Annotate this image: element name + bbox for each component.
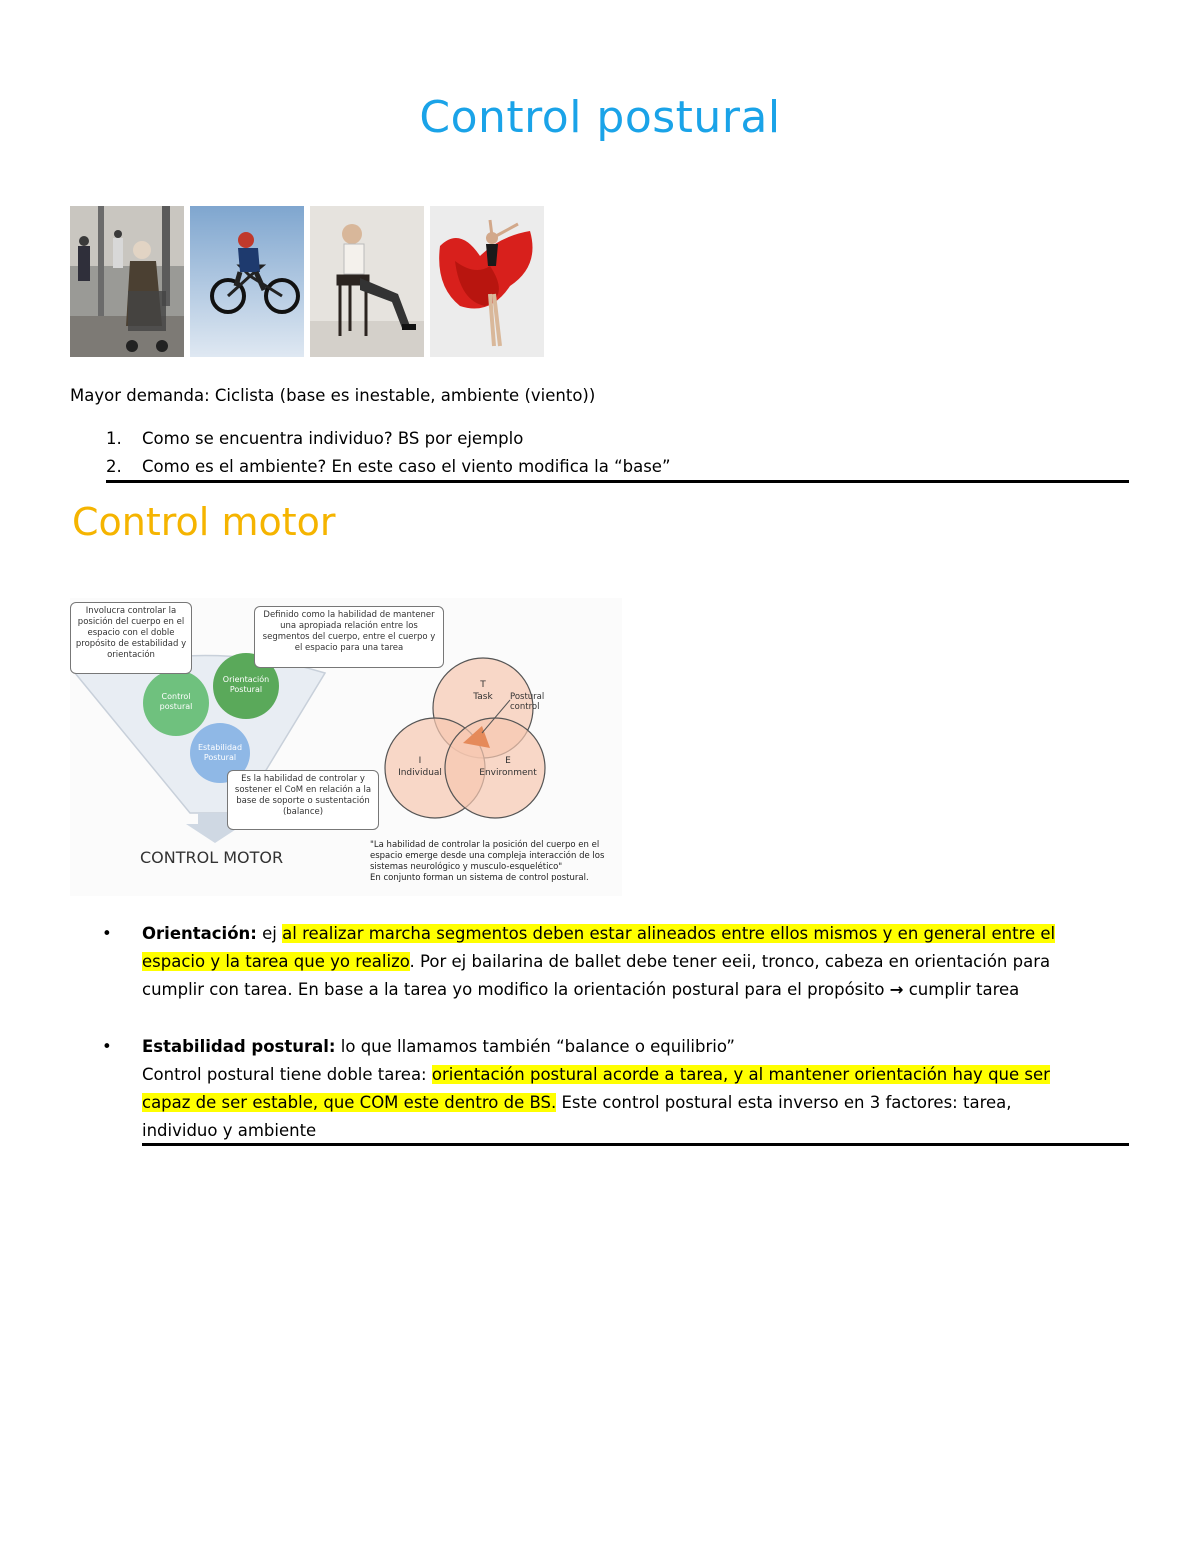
- circle-label-estabilidad: Estabilidad Postural: [197, 743, 243, 762]
- bullet-label: Orientación:: [142, 924, 257, 943]
- circle-label-orientacion: Orientación Postural: [222, 675, 270, 694]
- highlight-text: al realizar marcha segmentos deben estar alineados entre ellos mismos y en general entre el: [282, 924, 1056, 943]
- bullet-text: individuo y ambiente: [142, 1121, 317, 1140]
- arrow-icon: →: [889, 980, 904, 999]
- venn-task-letter: T: [480, 680, 486, 690]
- list-item: [106, 425, 524, 453]
- quote-line: En conjunto forman un sistema de control postural.: [370, 873, 589, 883]
- venn-ind: Individual: [398, 768, 442, 778]
- list-number: 1.: [106, 429, 122, 448]
- venn-env: Environment: [479, 768, 537, 778]
- venn-ind-letter: I: [418, 756, 422, 766]
- quote-line: "La habilidad de controlar la posición del cuerpo en el: [370, 840, 600, 850]
- list-text: Como es el ambiente? En este caso el viento modifica la “base”: [142, 457, 671, 476]
- highlight-text: espacio y la tarea que yo realizo: [142, 952, 410, 971]
- cyclist-photo: [190, 206, 304, 357]
- venn-label: Postural control: [510, 692, 545, 712]
- bullet-dot: •: [102, 1037, 112, 1056]
- circle-label-control: Control postural: [159, 692, 193, 711]
- bullet-text: lo que llamamos también “balance o equilibrio”: [335, 1037, 735, 1056]
- callout-left: Involucra controlar la posición del cuerpo en el espacio con el doble propósito de estabilidad y orientación: [70, 602, 192, 674]
- diagram-footer: CONTROL MOTOR: [140, 848, 284, 867]
- list-item: [106, 453, 671, 481]
- control-motor-diagram: [70, 598, 622, 896]
- bullet-estabilidad: [142, 1033, 1050, 1145]
- bullet-label: Estabilidad postural:: [142, 1037, 336, 1056]
- horizontal-rule: [106, 480, 1129, 483]
- highlight-text: capaz de ser estable, que COM este dentro de BS.: [142, 1093, 557, 1112]
- list-text: Como se encuentra individuo? BS por ejemplo: [142, 429, 524, 448]
- bullet-text: . Por ej bailarina de ballet debe tener eeii, tronco, cabeza en orientación para: [409, 952, 1051, 971]
- man-on-chair-photo: [310, 206, 424, 357]
- demand-line: Mayor demanda: Ciclista (base es inestable, ambiente (viento)): [70, 386, 596, 405]
- section-title: Control motor: [72, 500, 336, 544]
- bullet-text: ej: [256, 924, 283, 943]
- horizontal-rule: [142, 1143, 1129, 1146]
- bullet-dot: •: [102, 924, 112, 943]
- quote-line: espacio emerge desde una compleja interacción de los: [370, 851, 605, 861]
- elderly-walker-photo: [70, 206, 184, 357]
- venn-task: Task: [473, 692, 493, 702]
- callout-top: Definido como la habilidad de mantener una apropiada relación entre los segmentos del cuerpo, entre el cuerpo y el espacio para una tarea: [254, 606, 444, 668]
- bullet-text: cumplir con tarea. En base a la tarea yo modifico la orientación postural para el propósito: [142, 980, 890, 999]
- callout-bottom: Es la habilidad de controlar y sostener el CoM en relación a la base de soporte o sustentación (balance): [227, 770, 379, 830]
- diagram-quote: [370, 840, 604, 884]
- ballerina-photo: [430, 206, 544, 357]
- bullet-text: cumplir tarea: [903, 980, 1020, 999]
- venn-env-letter: E: [505, 756, 511, 766]
- list-number: 2.: [106, 457, 122, 476]
- page-title: Control postural: [419, 92, 781, 143]
- bullet-text: Este control postural esta inverso en 3 factores: tarea,: [556, 1093, 1012, 1112]
- quote-line: sistemas neurológico y musculo-esquelético": [370, 862, 563, 872]
- highlight-text: orientación postural acorde a tarea, y al mantener orientación hay que ser: [431, 1065, 1050, 1084]
- bullet-text: Control postural tiene doble tarea:: [142, 1065, 432, 1084]
- bullet-orientacion: [142, 920, 1055, 1004]
